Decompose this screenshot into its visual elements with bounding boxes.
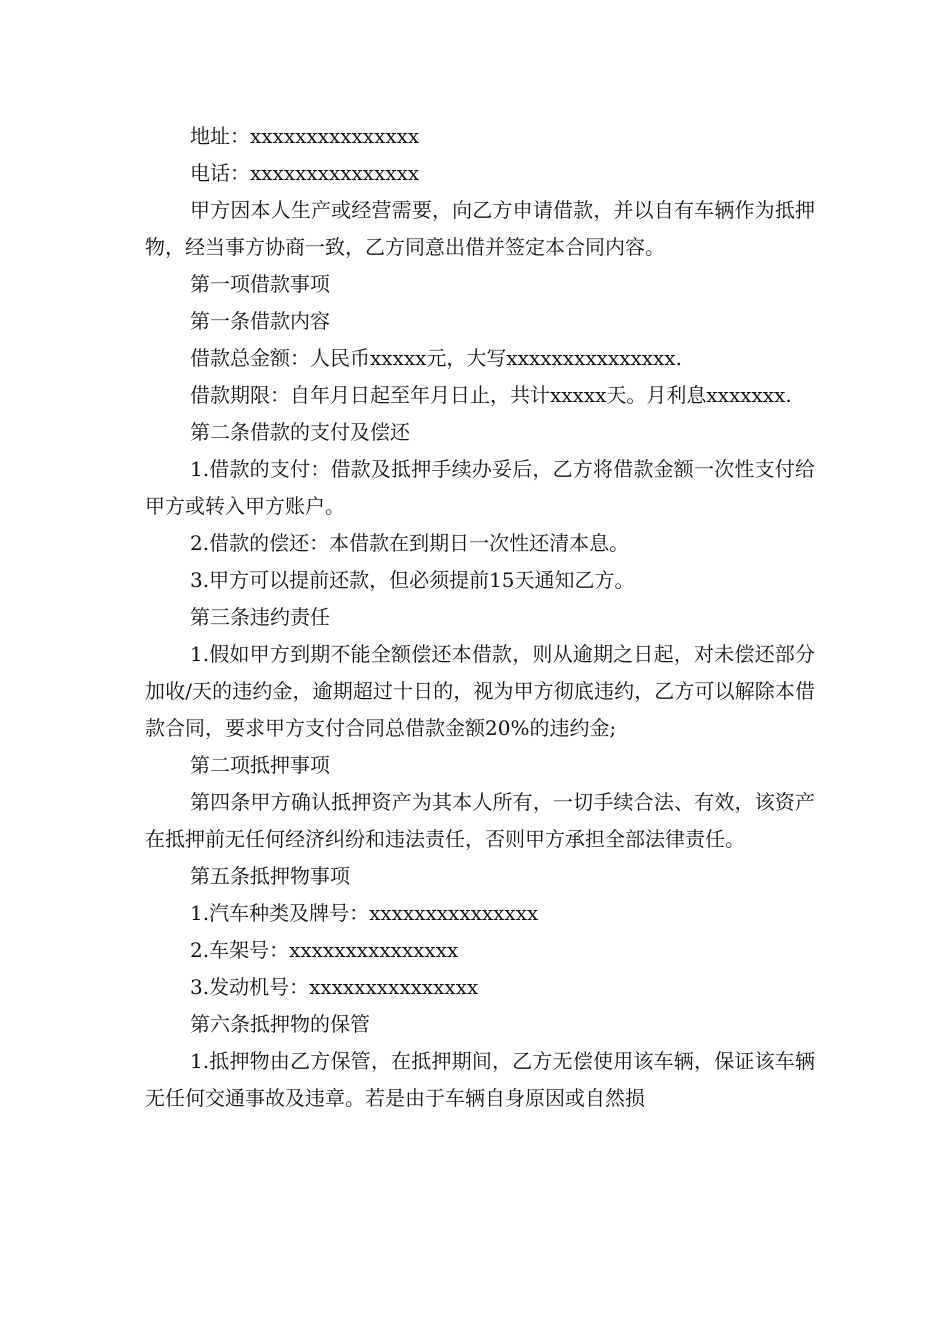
document-body	[145, 118, 815, 1117]
article-heading-6: 第六条抵押物的保管	[190, 1012, 370, 1036]
intro-paragraph: 甲方因本人生产或经营需要，向乙方申请借款，并以自有车辆作为抵押物，经当事方协商一致，乙方同意出借并签定本合同内容。	[145, 198, 815, 259]
article-heading-2: 第二条借款的支付及偿还	[190, 420, 410, 444]
article-heading-3: 第三条违约责任	[190, 605, 330, 629]
address-line: 地址：xxxxxxxxxxxxxxx	[190, 124, 420, 148]
article-4-paragraph: 第四条甲方确认抵押资产为其本人所有，一切手续合法、有效，该资产在抵押前无任何经济纠纷和违法责任，否则甲方承担全部法律责任。	[145, 790, 815, 851]
custody-clause: 1.抵押物由乙方保管，在抵押期间，乙方无偿使用该车辆，保证该车辆无任何交通事故及违章。若是由于车辆自身原因或自然损	[145, 1049, 815, 1110]
phone-line: 电话：xxxxxxxxxxxxxxx	[190, 161, 420, 185]
loan-term-line: 借款期限：自年月日起至年月日止，共计xxxxx天。月利息xxxxxxx.	[190, 383, 792, 407]
vehicle-type-line: 1.汽车种类及牌号：xxxxxxxxxxxxxxx	[190, 901, 539, 925]
early-repayment-clause: 3.甲方可以提前还款，但必须提前15天通知乙方。	[190, 568, 635, 592]
repayment-clause: 2.借款的偿还：本借款在到期日一次性还清本息。	[190, 531, 630, 555]
payment-clause: 1.借款的支付：借款及抵押手续办妥后，乙方将借款金额一次性支付给甲方或转入甲方账户。	[145, 457, 815, 518]
frame-number-line: 2.车架号：xxxxxxxxxxxxxxx	[190, 938, 459, 962]
loan-amount-line: 借款总金额：人民币xxxxx元，大写xxxxxxxxxxxxxxx.	[190, 346, 682, 370]
article-heading-1: 第一条借款内容	[190, 309, 330, 333]
section-heading-mortgage: 第二项抵押事项	[190, 753, 330, 777]
breach-clause: 1.假如甲方到期不能全额偿还本借款，则从逾期之日起，对未偿还部分加收/天的违约金，逾期超过十日的，视为甲方彻底违约，乙方可以解除本借款合同，要求甲方支付合同总借款金额20%的违约金;	[145, 642, 815, 740]
article-heading-5: 第五条抵押物事项	[190, 864, 350, 888]
section-heading-loan: 第一项借款事项	[190, 272, 330, 296]
engine-number-line: 3.发动机号：xxxxxxxxxxxxxxx	[190, 975, 479, 999]
